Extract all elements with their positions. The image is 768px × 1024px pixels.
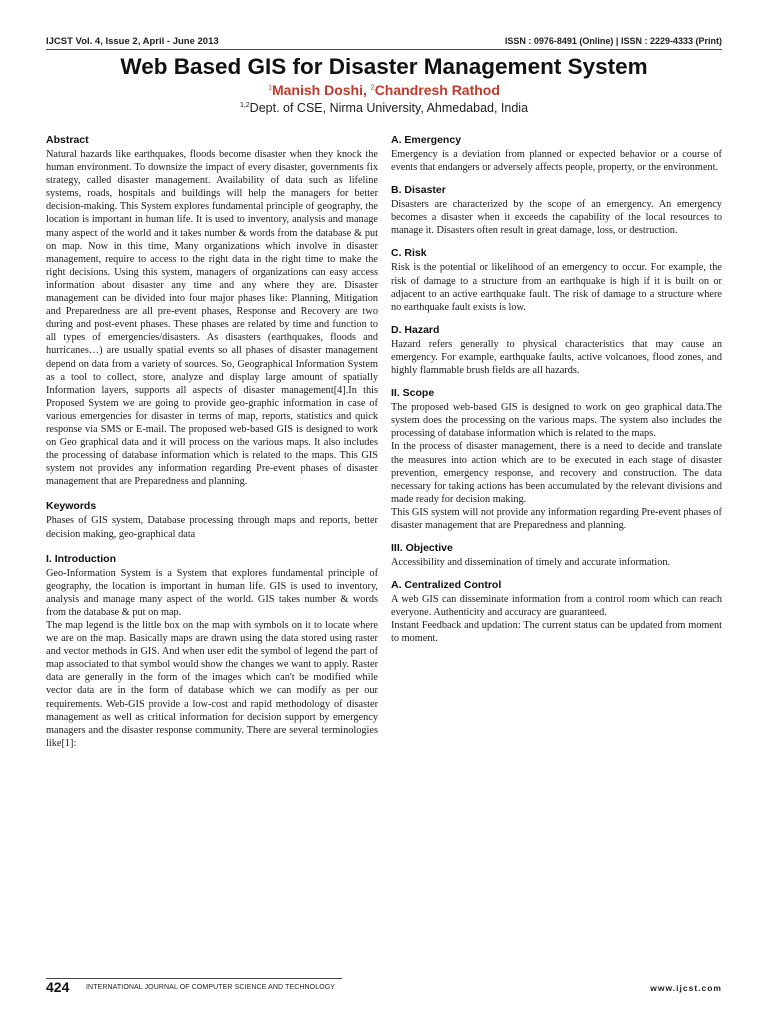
abstract-text: Natural hazards like earthquakes, floods become disaster when they knock the human environment. To downsize the impact of every disaster, governments fix strategy, called disaster management. Availability of data such as lifeline systems, roads, hospitals and buildings will help the managers for better decision-making. This System explores fundamental principle of geography, the location is important in human life. It is used to inventory, analysis and manage many aspect of the world and it takes number & words from the database & put on map. Now in this time, Many organizations which involve in disaster management, require to access to the right data in the right time to make the right decisions. Using this system, managers of organizations can easy access information about disaster any time and any where they are. Disaster management can be divided into four major phases like: Planning, Mitigation and Preparedness are all pre-event phases, Response and Recovery are two during and post-event phases. These phases are related by time and function to all types of emergencies/disasters. As disasters (earthquakes, floods and hurricanes…) are usually spatial events so all phases of disaster management depend on data from a variety of sources. So, Geographical Information System as a tool to collect, store, analyze and display large amount of spatially Information layers, supports all aspects of disaster management[4].In this Proposed System we are going to provide geo-graphic information in case of various emergencies for disaster in terms of map, reports, statistics and quick response via SMS or E-mail. The proposed web-based GIS is designed to work on Geo graphical data and it will process on the various maps. It also includes the processing of database information which is related to the maps. This GIS system not provides any information regarding Pre-event phases of disaster management that are Preparedness and planning. — [46, 149, 378, 488]
scope-paragraph-3: This GIS system will not provide any information regarding Pre-event phases of disaster management that are Preparedness and planning. — [391, 506, 722, 531]
left-column — [46, 134, 378, 750]
keywords-heading: Keywords — [46, 500, 97, 513]
introduction-paragraph-2: The map legend is the little box on the map with symbols on it to locate where we are on the map. Basically maps are drawn using the data stored using raster and vector methods in GIS. And when user edit the symbol of legend the part of map associated to that symbol would show the changes we want to apply. Raster data are generally in the form of the images which can't be modified while vector data are in the form of database which we can modify as per our requirements. Web-GIS provide a low-cost and rapid methodology of disaster management as well as critical information for decision support by emergency managers and the disaster response community. There are several terminologies like[1]: — [46, 620, 378, 749]
header-divider — [46, 49, 722, 50]
right-column — [391, 134, 722, 646]
page-number: 424 — [46, 979, 70, 995]
journal-name: INTERNATIONAL JOURNAL OF COMPUTER SCIENCE AND TECHNOLOGY — [86, 984, 336, 991]
affiliation-superscript: 1,2 — [239, 101, 250, 109]
centralized-control-heading: A. Centralized Control — [391, 579, 502, 592]
introduction-heading: I. Introduction — [46, 552, 116, 565]
scope-paragraph-1: The proposed web-based GIS is designed to work on geo graphical data.The system does the processing on the various maps. The system also includes the processing of database information which is related to the maps. — [391, 402, 722, 440]
risk-text: Risk is the potential or likelihood of an emergency to occur. For example, the risk of damage to a structure from an earthquake is high if it is built on or adjacent to an active earthquake fault. The risk of damage to a structure where no earthquake fault exists is low. — [391, 262, 722, 313]
affiliation-text: Dept. of CSE, Nirma University, Ahmedabad, India — [249, 101, 529, 115]
introduction-paragraph-1: Geo-Information System is a System that explores fundamental principle of geography, the location is important in human life. GIS is used to inventory, analysis and manage many aspect of the world. GIS takes number & words from the database & put on map. — [46, 567, 378, 618]
objective-text: Accessibility and dissemination of timely and accurate information. — [391, 557, 671, 569]
affiliation-line — [0, 101, 768, 115]
disaster-text: Disasters are characterized by the scope of an emergency. An emergency becomes a disaster when it exceeds the capability of the local resources to manage it. Disasters often result in great damage, loss, or destruction. — [391, 199, 722, 237]
disaster-heading: B. Disaster — [391, 184, 446, 197]
scope-paragraph-2: In the process of disaster management, there is a need to decide and translate the measures into action which are to be executed in each stage of disaster prevention, emergency response, and recovery and construction. The data necessary for taking actions has been accumulated by the relevant divisions and made ready for decision making. — [391, 441, 722, 505]
centralized-control-paragraph-1: A web GIS can disseminate information from a control room which can reach everyone. Authenticity and accuracy are guaranteed. — [391, 594, 722, 619]
author2-name: Chandresh Rathod — [374, 82, 500, 98]
centralized-control-paragraph-2: Instant Feedback and updation: The current status can be updated from moment to moment. — [391, 620, 722, 645]
author2-superscript: 2 — [370, 84, 375, 92]
issn-header: ISSN : 0976-8491 (Online) | ISSN : 2229-4333 (Print) — [504, 36, 722, 46]
journal-issue-header: IJCST Vol. 4, Issue 2, April - June 2013 — [46, 36, 219, 47]
footer-divider — [46, 978, 342, 979]
author1-superscript: 1 — [268, 84, 272, 92]
journal-website: www.ijcst.com — [650, 983, 722, 993]
hazard-text: Hazard refers generally to physical characteristics that may cause an emergency. For example, earthquake faults, active volcanoes, flood zones, and highly flammable brush fields are all hazards. — [391, 338, 722, 377]
emergency-text: Emergency is a deviation from planned or expected behavior or a course of events that endangers or adversely affects people, property, or the environment. — [391, 149, 722, 174]
emergency-heading: A. Emergency — [391, 134, 462, 146]
paper-title: Web Based GIS for Disaster Management System — [120, 54, 648, 79]
risk-heading: C. Risk — [391, 247, 427, 260]
scope-heading: II. Scope — [391, 387, 435, 400]
keywords-text: Phases of GIS system, Database processing through maps and reports, better decision making, geo-graphical data — [46, 515, 378, 540]
hazard-heading: D. Hazard — [391, 323, 440, 336]
objective-heading: III. Objective — [391, 542, 453, 555]
author1-name: Manish Doshi, — [271, 82, 371, 98]
author-line — [0, 82, 768, 98]
abstract-heading: Abstract — [46, 134, 89, 146]
